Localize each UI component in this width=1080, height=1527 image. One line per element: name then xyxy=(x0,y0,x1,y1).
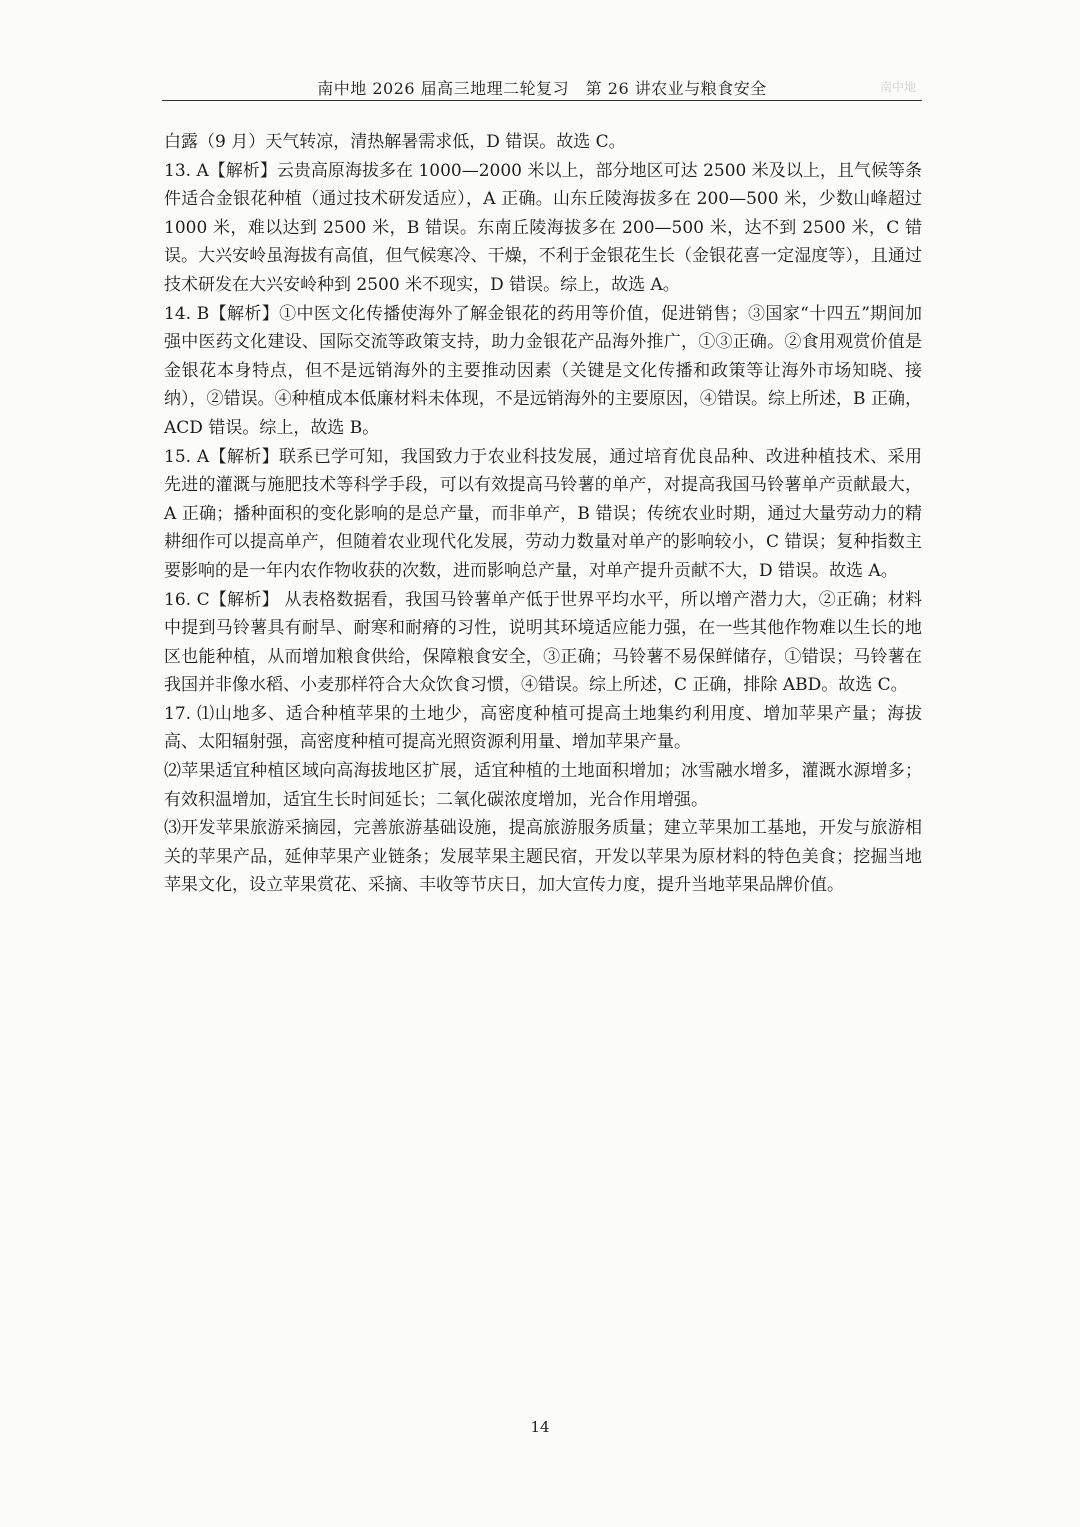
paragraph-answer-17-part-2: ⑵苹果适宜种植区域向高海拔地区扩展，适宜种植的土地面积增加；冰雪融水增多，灌溉水源增多；有效积温增加，适宜生长时间延长；二氧化碳浓度增加，光合作用增强。 xyxy=(164,761,922,810)
page-number: 14 xyxy=(530,1418,550,1436)
header-title: 南中地 2026 届高三地理二轮复习 第 26 讲农业与粮食安全 xyxy=(317,79,767,98)
paragraph-answer-13: 13. A【解析】云贵高原海拔多在 1000—2000 米以上，部分地区可达 2500 米及以上，且气候等条件适合金银花种植（通过技术研发适应），A 正确。山东丘陵海拔多在 200—500 米，少数山峰超过 1000 米，难以达到 2500 米，B 错误。东南丘陵海拔多在 200—500 米，达不到 2500 米，C 错误。大兴安岭虽海拔有高值，但气候寒冷、干燥，不利于金银花生长（金银花喜一定湿度等），且通过技术研发在大兴安岭种到 2500 米不现实，D 错误。综上，故选 A。 xyxy=(164,160,922,295)
header-divider xyxy=(162,100,922,101)
answer-content xyxy=(164,128,922,900)
paragraph-answer-17-part-1: 17. ⑴山地多、适合种植苹果的土地少，高密度种植可提高土地集约利用度、增加苹果产量；海拔高、太阳辐射强，高密度种植可提高光照资源利用量、增加苹果产量。 xyxy=(164,703,922,753)
paragraph-answer-16: 16. C【解析】 从表格数据看，我国马铃薯单产低于世界平均水平，所以增产潜力大，②正确；材料中提到马铃薯具有耐旱、耐寒和耐瘠的习性，说明其环境适应能力强，在一些其他作物难以生长的地区也能种植，从而增加粮食供给，保障粮食安全，③正确；马铃薯不易保鲜储存，①错误；马铃薯在我国并非像水稻、小麦那样符合大众饮食习惯，④错误。综上所述，C 正确，排除 ABD。故选 C。 xyxy=(164,589,922,696)
paragraph-answer-15: 15. A【解析】联系已学可知，我国致力于农业科技发展，通过培育优良品种、改进种植技术、采用先进的灌溉与施肥技术等科学手段，可以有效提高马铃薯的单产，对提高我国马铃薯单产贡献最大，A 正确；播种面积的变化影响的是总产量，而非单产，B 错误；传统农业时期，通过大量劳动力的精耕细作可以提高单产，但随着农业现代化发展，劳动力数量对单产的影响较小，C 错误；复种指数主要影响的是一年内农作物收获的次数，进而影响总产量，对单产提升贡献不大，D 错误。故选 A。 xyxy=(164,446,922,581)
paragraph-continuation: 白露（9 月）天气转凉，清热解暑需求低，D 错误。故选 C。 xyxy=(164,132,626,152)
paragraph-answer-17-part-3: ⑶开发苹果旅游采摘园，完善旅游基础设施，提高旅游服务质量；建立苹果加工基地，开发与旅游相关的苹果产品，延伸苹果产业链条；发展苹果主题民宿，开发以苹果为原材料的特色美食；挖掘当地苹果文化，设立苹果赏花、采摘、丰收等节庆日，加大宣传力度，提升当地苹果品牌价值。 xyxy=(164,818,922,896)
page-header xyxy=(162,76,922,100)
paragraph-answer-14: 14. B【解析】①中医文化传播使海外了解金银花的药用等价值，促进销售；③国家“十四五”期间加强中医药文化建设、国际交流等政策支持，助力金银花产品海外推广，①③正确。②食用观赏价值是金银花本身特点，但不是远销海外的主要推动因素（关键是文化传播和政策等让海外市场知晓、接纳），②错误。④种植成本低廉材料未体现，不是远销海外的主要原因，④错误。综上所述，B 正确，ACD 错误。综上，故选 B。 xyxy=(164,303,922,438)
header-watermark-mark: 南中地 xyxy=(879,80,916,94)
